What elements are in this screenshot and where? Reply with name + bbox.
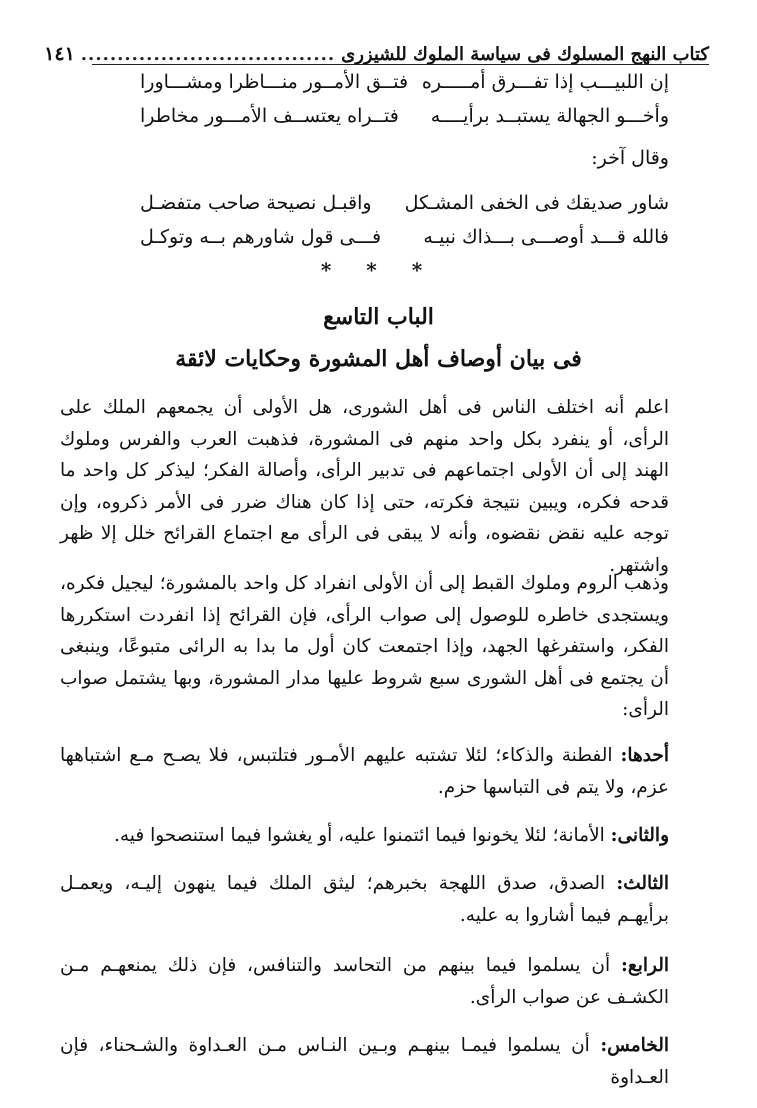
condition-text: الصدق، صدق اللهجة بخبرهم؛ ليثق الملك فيما ينهون إليـه، ويعمـل برأيهـم فيما أشاروا به عليه. <box>60 873 669 926</box>
condition-1 <box>60 740 669 803</box>
condition-label: أحدها: <box>620 745 669 766</box>
hemistich-right: إن اللبيـــب إذا تفـــرق أمـــــره <box>421 71 669 93</box>
hemistich-right: وأخـــو الجهالة يستبــد برأيــــه <box>430 105 669 127</box>
poem2-verse-1 <box>140 185 669 221</box>
hemistich-left: فـــى قول شاورهم بــه وتوكـل <box>140 226 382 248</box>
section-separator: * * * <box>320 258 437 282</box>
chapter-title: الباب التاسع <box>323 304 434 330</box>
poem1-verse-2 <box>140 98 669 134</box>
hemistich-left: واقبـل نصيحة صاحب متفضـل <box>140 192 372 214</box>
condition-2 <box>60 820 669 852</box>
hemistich-left: فتــراه يعتســف الأمـــور مخاطرا <box>140 105 399 127</box>
leader-dots: ................................... <box>80 44 336 65</box>
book-title: كتاب النهج المسلوك فى سياسة الملوك للشيزرى <box>341 44 709 65</box>
condition-label: الرابع: <box>621 955 669 976</box>
poem2-verse-2 <box>140 219 669 255</box>
another-said: وقال آخر: <box>591 147 669 169</box>
condition-3 <box>60 868 669 931</box>
condition-label: الثالث: <box>616 873 669 894</box>
paragraph-1: اعلم أنه اختلف الناس فى أهل الشورى، هل الأولى أن يجمعهم الملك على الرأى، أو ينفرد بكل واحد منهم فى المشورة، فذهبت العرب والفرس وملوك الهند إلى أن الأولى اجتماعهم فى تدبير الرأى، وأصالة الفكر؛ ليذكر كل واحد ما قدحه فكره، ويبين نتيجة فكرته، حتى إذا كان هناك ضرر فى الأمر ذكروه، وإن توجه عليه نقض نقضوه، وأنه لا يبقى فى الرأى مع اجتماع القرائح خلل إلا ظهر واشتهر. <box>60 397 669 576</box>
page-number: ١٤١ <box>44 43 75 65</box>
condition-5 <box>60 1030 669 1093</box>
condition-text: الفطنة والذكاء؛ لئلا تشتبه عليهم الأمـور فتلتبس، فلا يصـح مـع اشتباهها عزم، ولا يتم فى التباسها حزم. <box>60 745 669 798</box>
paragraph-2: وذهب الروم وملوك القبط إلى أن الأولى انفراد كل واحد بالمشورة؛ ليجيل فكره، ويستجدى خاطره للوصول إلى صواب الرأى، فإن القرائح إذا انفردت استكررها الفكر، واستفرغها الجهد، وإذا اجتمعت كان أول ما بدا به الرائى متبوعًا، وينبغى أن يجتمع فى أهل الشورى سبع شروط عليها مدار المشورة، وبها يشتمل صواب الرأى: <box>60 573 669 720</box>
condition-label: الخامس: <box>600 1035 669 1056</box>
hemistich-left: فتــق الأمــور منـــاظرا ومشـــاورا <box>140 71 409 93</box>
condition-text: أن يسلموا فيمـا بينهـم وبـين النـاس مـن العـداوة والشـحناء، فإن العـداوة <box>60 1035 669 1088</box>
running-header <box>44 30 709 65</box>
chapter-subtitle: فى بيان أوصاف أهل المشورة وحكايات لائقة <box>175 346 582 372</box>
hemistich-right: فالله قـــد أوصـــى بـــذاك نبيـه <box>423 226 669 248</box>
hemistich-right: شاور صديقك فى الخفى المشـكل <box>404 192 669 214</box>
condition-4 <box>60 950 669 1013</box>
condition-text: الأمانة؛ لئلا يخونوا فيما ائتمنوا عليه، أو يغشوا فيما استنصحوا فيه. <box>113 825 605 846</box>
condition-text: أن يسلموا فيما بينهم من التحاسد والتنافس، فإن ذلك يمنعهـم مـن الكشـف عن صواب الرأى. <box>60 955 669 1008</box>
condition-label: والثانى: <box>610 825 669 846</box>
poem1-verse-1 <box>140 64 669 100</box>
